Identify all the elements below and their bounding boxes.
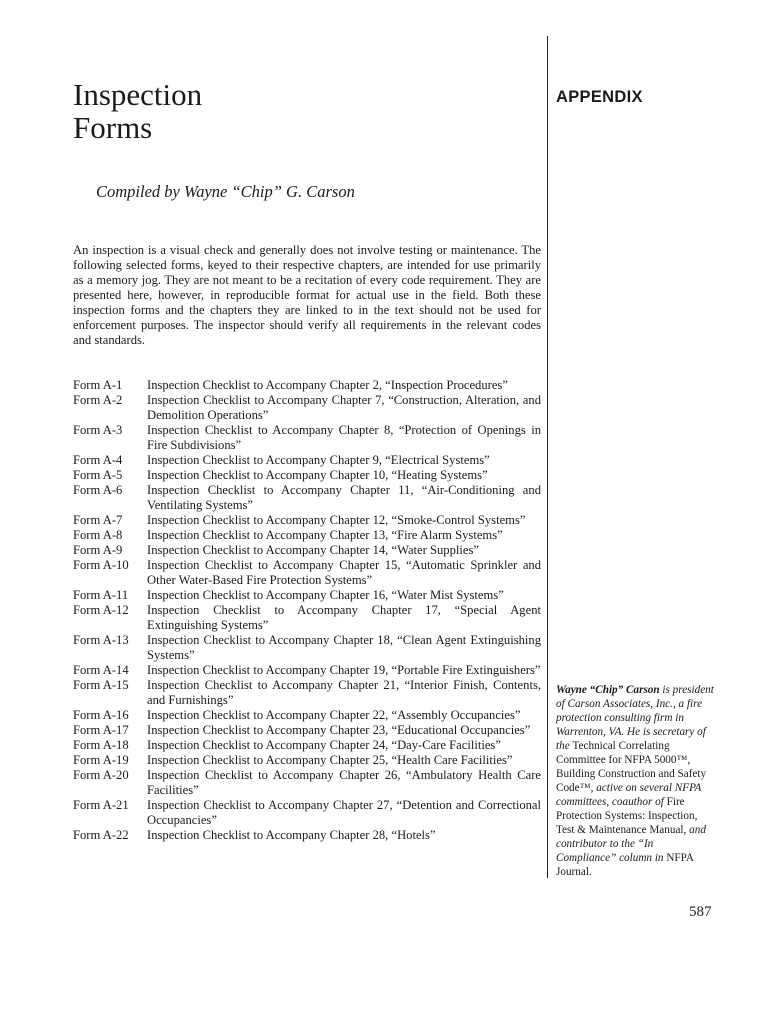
form-id: Form A-12 bbox=[73, 603, 129, 617]
page-title bbox=[73, 78, 202, 144]
column-divider bbox=[547, 36, 548, 878]
title-line-2: Forms bbox=[73, 110, 153, 145]
form-id: Form A-17 bbox=[73, 723, 129, 737]
form-description: Inspection Checklist to Accompany Chapter 15, “Automatic Sprinkler and Other Water-Based Fire Protection Systems” bbox=[147, 558, 541, 587]
form-id: Form A-18 bbox=[73, 738, 129, 752]
form-list-item bbox=[73, 393, 541, 423]
form-description: Inspection Checklist to Accompany Chapter 16, “Water Mist Systems” bbox=[147, 588, 504, 602]
form-id: Form A-6 bbox=[73, 483, 123, 497]
author-bio bbox=[556, 683, 716, 879]
form-id: Form A-13 bbox=[73, 633, 129, 647]
page-number: 587 bbox=[689, 904, 712, 920]
form-description: Inspection Checklist to Accompany Chapter 7, “Construction, Alteration, and Demolition Operations” bbox=[147, 393, 541, 422]
form-id: Form A-3 bbox=[73, 423, 123, 437]
form-id: Form A-4 bbox=[73, 453, 123, 467]
bio-text-3: and contributor to the “In Compliance” column in bbox=[556, 824, 706, 864]
form-list-item bbox=[73, 678, 541, 708]
form-id: Form A-15 bbox=[73, 678, 129, 692]
form-description: Inspection Checklist to Accompany Chapter 11, “Air-Conditioning and Ventilating Systems” bbox=[147, 483, 541, 512]
form-list-item bbox=[73, 483, 541, 513]
form-id: Form A-11 bbox=[73, 588, 129, 602]
form-list-item bbox=[73, 453, 541, 468]
form-id: Form A-22 bbox=[73, 828, 129, 842]
section-label: APPENDIX bbox=[556, 88, 643, 106]
form-description: Inspection Checklist to Accompany Chapter 19, “Portable Fire Extinguishers” bbox=[147, 663, 541, 677]
form-description: Inspection Checklist to Accompany Chapter 24, “Day-Care Facilities” bbox=[147, 738, 501, 752]
form-id: Form A-16 bbox=[73, 708, 129, 722]
form-description: Inspection Checklist to Accompany Chapter 8, “Protection of Openings in Fire Subdivisions” bbox=[147, 423, 541, 452]
intro-paragraph: An inspection is a visual check and generally does not involve testing or maintenance. The following selected forms, keyed to their respective chapters, are intended for use primarily as a memory jog. They are not meant to be a recitation of every code requirement. They are presented here, however, in reproducible format for actual use in the field. Both these inspection forms and the chapters they are linked to in the text should not be used for enforcement purposes. The inspector should verify all requirements in the relevant codes and standards. bbox=[73, 243, 541, 347]
form-list-item bbox=[73, 603, 541, 633]
form-list-item bbox=[73, 528, 541, 543]
byline: Compiled by Wayne “Chip” G. Carson bbox=[96, 182, 355, 201]
form-list-item bbox=[73, 798, 541, 828]
form-description: Inspection Checklist to Accompany Chapter 21, “Interior Finish, Contents, and Furnishings” bbox=[147, 678, 541, 707]
bio-text-2: active on several NFPA committees, coauthor of bbox=[556, 782, 702, 808]
form-description: Inspection Checklist to Accompany Chapter 17, “Special Agent Extinguishing Systems” bbox=[147, 603, 541, 632]
form-id: Form A-19 bbox=[73, 753, 129, 767]
form-list-item bbox=[73, 468, 541, 483]
form-id: Form A-5 bbox=[73, 468, 123, 482]
form-description: Inspection Checklist to Accompany Chapter 26, “Ambulatory Health Care Facilities” bbox=[147, 768, 541, 797]
form-list-item bbox=[73, 558, 541, 588]
form-id: Form A-2 bbox=[73, 393, 123, 407]
form-list-item bbox=[73, 738, 541, 753]
form-description: Inspection Checklist to Accompany Chapter 9, “Electrical Systems” bbox=[147, 453, 490, 467]
form-list-item bbox=[73, 633, 541, 663]
form-id: Form A-1 bbox=[73, 378, 123, 392]
form-id: Form A-7 bbox=[73, 513, 123, 527]
form-description: Inspection Checklist to Accompany Chapter 28, “Hotels” bbox=[147, 828, 436, 842]
form-id: Form A-10 bbox=[73, 558, 129, 572]
form-list-item bbox=[73, 828, 541, 843]
form-list-item bbox=[73, 753, 541, 768]
form-description: Inspection Checklist to Accompany Chapter 14, “Water Supplies” bbox=[147, 543, 479, 557]
form-description: Inspection Checklist to Accompany Chapter 27, “Detention and Correctional Occupancies” bbox=[147, 798, 541, 827]
bio-name: Wayne “Chip” Carson bbox=[556, 684, 660, 696]
form-description: Inspection Checklist to Accompany Chapter 10, “Heating Systems” bbox=[147, 468, 488, 482]
form-list-item bbox=[73, 378, 541, 393]
form-description: Inspection Checklist to Accompany Chapter 13, “Fire Alarm Systems” bbox=[147, 528, 503, 542]
form-description: Inspection Checklist to Accompany Chapter 18, “Clean Agent Extinguishing Systems” bbox=[147, 633, 541, 662]
forms-list bbox=[73, 378, 541, 843]
form-id: Form A-20 bbox=[73, 768, 129, 782]
form-description: Inspection Checklist to Accompany Chapter 2, “Inspection Procedures” bbox=[147, 378, 508, 392]
form-description: Inspection Checklist to Accompany Chapter 12, “Smoke-Control Systems” bbox=[147, 513, 526, 527]
form-list-item bbox=[73, 768, 541, 798]
bio-manual: Fire Protection Systems: Inspection, Test & Maintenance Manual, bbox=[556, 796, 698, 836]
form-description: Inspection Checklist to Accompany Chapter 23, “Educational Occupancies” bbox=[147, 723, 531, 737]
form-list-item bbox=[73, 708, 541, 723]
form-id: Form A-14 bbox=[73, 663, 129, 677]
form-list-item bbox=[73, 663, 541, 678]
title-line-1: Inspection bbox=[73, 77, 203, 112]
form-list-item bbox=[73, 513, 541, 528]
form-list-item bbox=[73, 543, 541, 558]
form-description: Inspection Checklist to Accompany Chapter 22, “Assembly Occupancies” bbox=[147, 708, 521, 722]
bio-journal: NFPA Journal. bbox=[556, 852, 694, 878]
form-description: Inspection Checklist to Accompany Chapter 25, “Health Care Facilities” bbox=[147, 753, 513, 767]
form-list-item bbox=[73, 723, 541, 738]
bio-text-1: is president of Carson Associates, Inc., a fire protection consulting firm in Warrenton, VA. He is secretary of the bbox=[556, 684, 714, 752]
form-id: Form A-9 bbox=[73, 543, 123, 557]
form-id: Form A-8 bbox=[73, 528, 123, 542]
form-id: Form A-21 bbox=[73, 798, 129, 812]
form-list-item bbox=[73, 588, 541, 603]
bio-committee: Technical Correlating Committee for NFPA 5000™, Building Construction and Safety Code™, bbox=[556, 740, 707, 794]
form-list-item bbox=[73, 423, 541, 453]
